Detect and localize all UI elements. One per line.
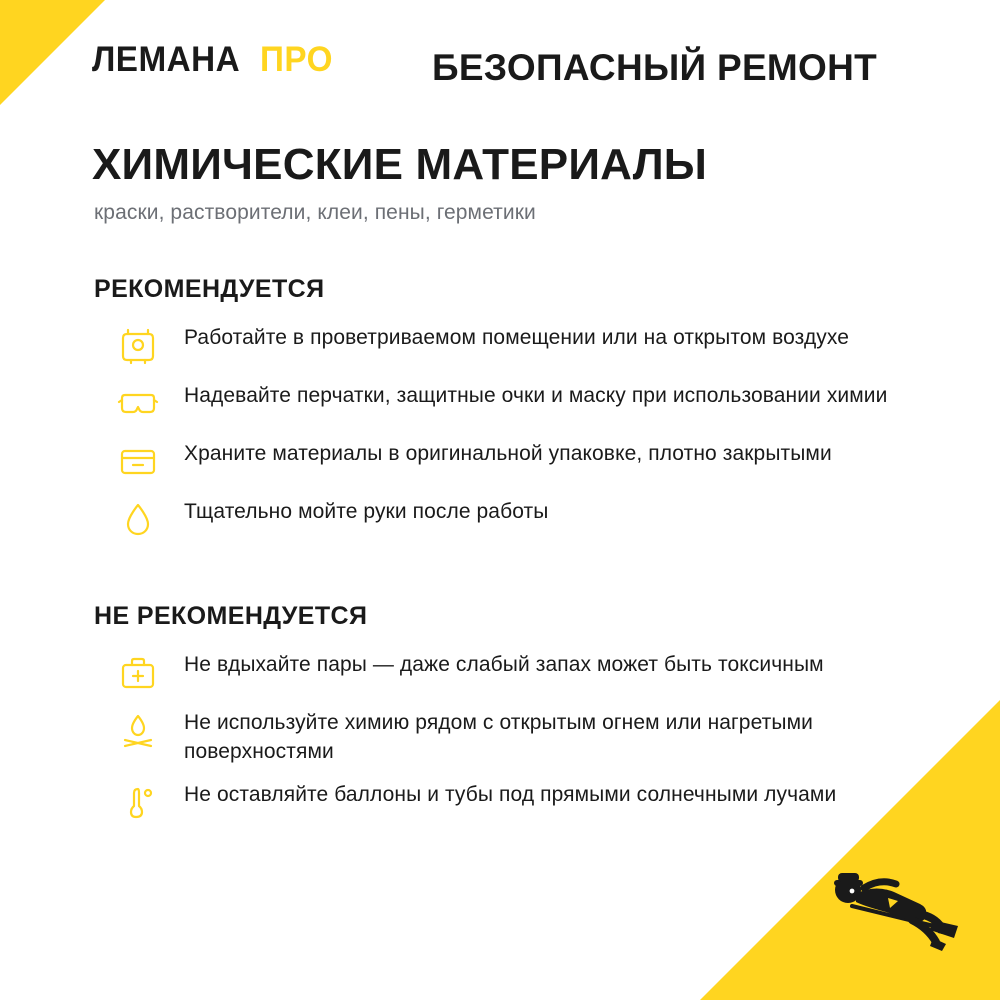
section-not-recommended bbox=[92, 602, 922, 825]
page-subtitle: краски, растворители, клеи, пены, герметики bbox=[94, 200, 536, 224]
list-item-text: Надевайте перчатки, защитные очки и маску при использовании химии bbox=[184, 383, 888, 407]
open-flame-icon bbox=[92, 707, 184, 753]
main-content bbox=[92, 140, 922, 837]
list-item bbox=[92, 438, 922, 484]
respirator-mask-icon bbox=[92, 322, 184, 368]
water-drop-icon bbox=[92, 496, 184, 542]
header-title: БЕЗОПАСНЫЙ РЕМОНТ bbox=[432, 47, 878, 88]
list-item-text: Не оставляйте баллоны и тубы под прямыми солнечными лучами bbox=[184, 782, 837, 806]
not-recommended-list bbox=[92, 649, 922, 825]
list-item bbox=[92, 380, 922, 426]
recommended-list bbox=[92, 322, 922, 542]
list-item bbox=[92, 322, 922, 368]
list-item bbox=[92, 707, 922, 767]
list-item bbox=[92, 779, 922, 825]
brand-logo bbox=[92, 40, 337, 80]
section-heading-not-recommended: НЕ РЕКОМЕНДУЕТСЯ bbox=[94, 601, 368, 630]
list-item-text: Тщательно мойте руки после работы bbox=[184, 499, 549, 523]
safety-goggles-icon bbox=[92, 380, 184, 426]
flying-worker-mascot bbox=[812, 854, 972, 964]
thermometer-icon bbox=[92, 779, 184, 825]
first-aid-kit-icon bbox=[92, 649, 184, 695]
list-item-text: Не используйте химию рядом с открытым огнем или нагретыми поверхностями bbox=[184, 710, 813, 763]
list-item-text: Не вдыхайте пары — даже слабый запах может быть токсичным bbox=[184, 652, 824, 676]
page-header bbox=[0, 38, 1000, 98]
page-title: ХИМИЧЕСКИЕ МАТЕРИАЛЫ bbox=[92, 140, 708, 189]
list-item bbox=[92, 649, 922, 695]
list-item bbox=[92, 496, 922, 542]
section-heading-recommended: РЕКОМЕНДУЕТСЯ bbox=[94, 274, 325, 303]
list-item-text: Храните материалы в оригинальной упаковке, плотно закрытыми bbox=[184, 441, 832, 465]
storage-box-icon bbox=[92, 438, 184, 484]
logo-secondary-text: ПРО bbox=[259, 40, 333, 79]
section-recommended bbox=[92, 275, 922, 542]
list-item-text: Работайте в проветриваемом помещении или на открытом воздухе bbox=[184, 325, 850, 349]
logo-primary-text: ЛЕМАНА bbox=[92, 40, 241, 79]
